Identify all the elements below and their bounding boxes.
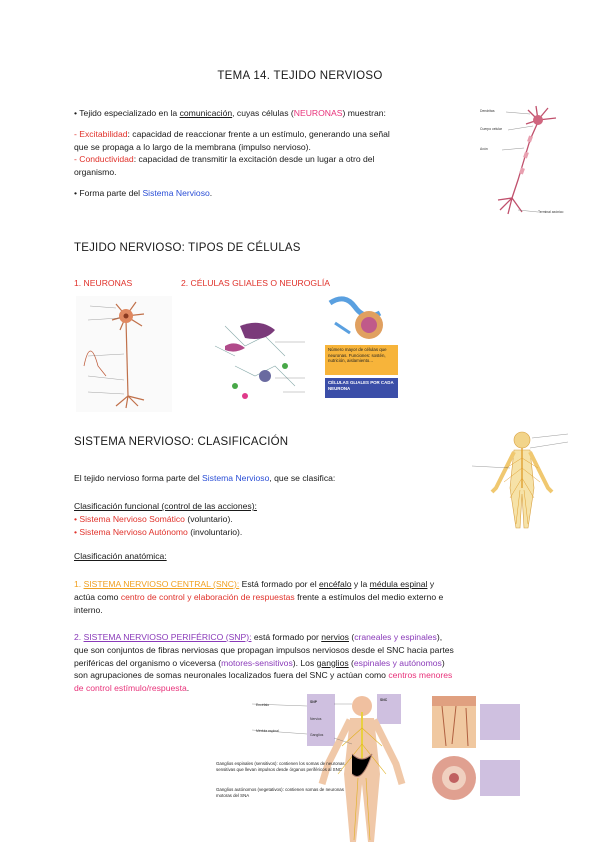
neuronas-label: 1. NEURONAS [74,278,133,288]
gliales-label: 2. CÉLULAS GLIALES O NEUROGLÍA [181,278,331,288]
organ-cross-section-figure [432,752,522,804]
glia-caption-box: CÉLULAS GLIALES POR CADA NEURONA [325,378,398,398]
snp-title: SISTEMA NERVIOSO PERIFÉRICO (SNP): [83,632,252,642]
myelin-figure [325,293,400,343]
snc-title: SISTEMA NERVIOSO CENTRAL (SNC): [83,579,240,589]
snc-paragraph: 1. SISTEMA NERVIOSO CENTRAL (SNC): Está formado por el encéfalo y la médula espinal y actúa como centro de control y elaboración de respuestas frente a estímulos del medio externo e interno. [74,579,444,615]
glial-cells-figure [205,296,313,406]
intro-bullet-1: • Tejido especializado en la comunicación, cuyas células (NEURONAS) muestran: [74,108,386,118]
note-ganglios-espinales: Ganglios espinales (sensitivos): contienen los somas de neuronas sensitivas que llevan impulsos desde órganos periféricos al SNC [216,761,345,772]
somatico-line: • Sistema Nervioso Somático (voluntario). [74,513,233,524]
conductividad-line: - Conductividad: capacidad de transmitir la excitación desde un lugar a otro del [74,154,375,165]
snp-paragraph: 2. SISTEMA NERVIOSO PERIFÉRICO (SNP): está formado por nervios (craneales y espinales), que son conjuntos de fibras nerviosas que propagan impulsos nerviosos desde el SNC hacia partes periféricas del organismo o viceversa (motores-sensitivos). Los ganglios (espinales y autónomos) son agrupaciones de somas neuronales localizados fuera del SNC y actúan como centros menores de control estímulo/respuesta. [74,632,454,694]
intro-paragraph: • Tejido especializado en la comunicación, cuyas células (NEURONAS) muestran: - Excitabilidad: capacidad de reaccionar frente a un estímulo, generando una señal que se propaga a lo largo de la membrana (impulso nervioso). - Conductividad: capacidad de transmitir la excitación desde un lugar a otro del organismo. • Forma parte del Sistema Nervioso. [74,107,474,200]
neuron-diagram: Dendritas Cuerpo celular Axón Terminal axónico [478,100,573,230]
clasif-heading: SISTEMA NERVIOSO: CLASIFICACIÓN [74,436,289,448]
note-ganglios-autonomos: Ganglios autónomos (vegetativos): contienen somas de neuronas motoras del SNA [216,787,344,798]
neuron-structure-figure [76,296,172,412]
autonomo-line: • Sistema Nervioso Autónomo (involuntario). [74,526,243,537]
tipos-heading: TEJIDO NERVIOSO: TIPOS DE CÉLULAS [74,242,301,254]
skin-receptor-figure [432,696,522,748]
intro-bullet-2: • Forma parte del Sistema Nervioso. [74,187,213,198]
clasif-intro: El tejido nervioso forma parte del Sistema Nervioso, que se clasifica: [74,473,336,483]
link-comunicacion: comunicación [179,108,233,118]
page-title: TEMA 14. TEJIDO NERVIOSO [217,70,383,82]
glia-note-box: Número mayor de células que neuronas. Funciones: sostén, nutrición, aislamiento... [325,345,398,375]
excitabilidad-line: - Excitabilidad: capacidad de reaccionar frente a un estímulo, generando una señal [74,128,390,139]
func-title: Clasificación funcional (control de las acciones): [74,501,257,511]
clasif-funcional [74,500,474,538]
anat-title: Clasificación anatómica: [74,551,167,561]
nervous-system-body-figure [470,428,570,532]
